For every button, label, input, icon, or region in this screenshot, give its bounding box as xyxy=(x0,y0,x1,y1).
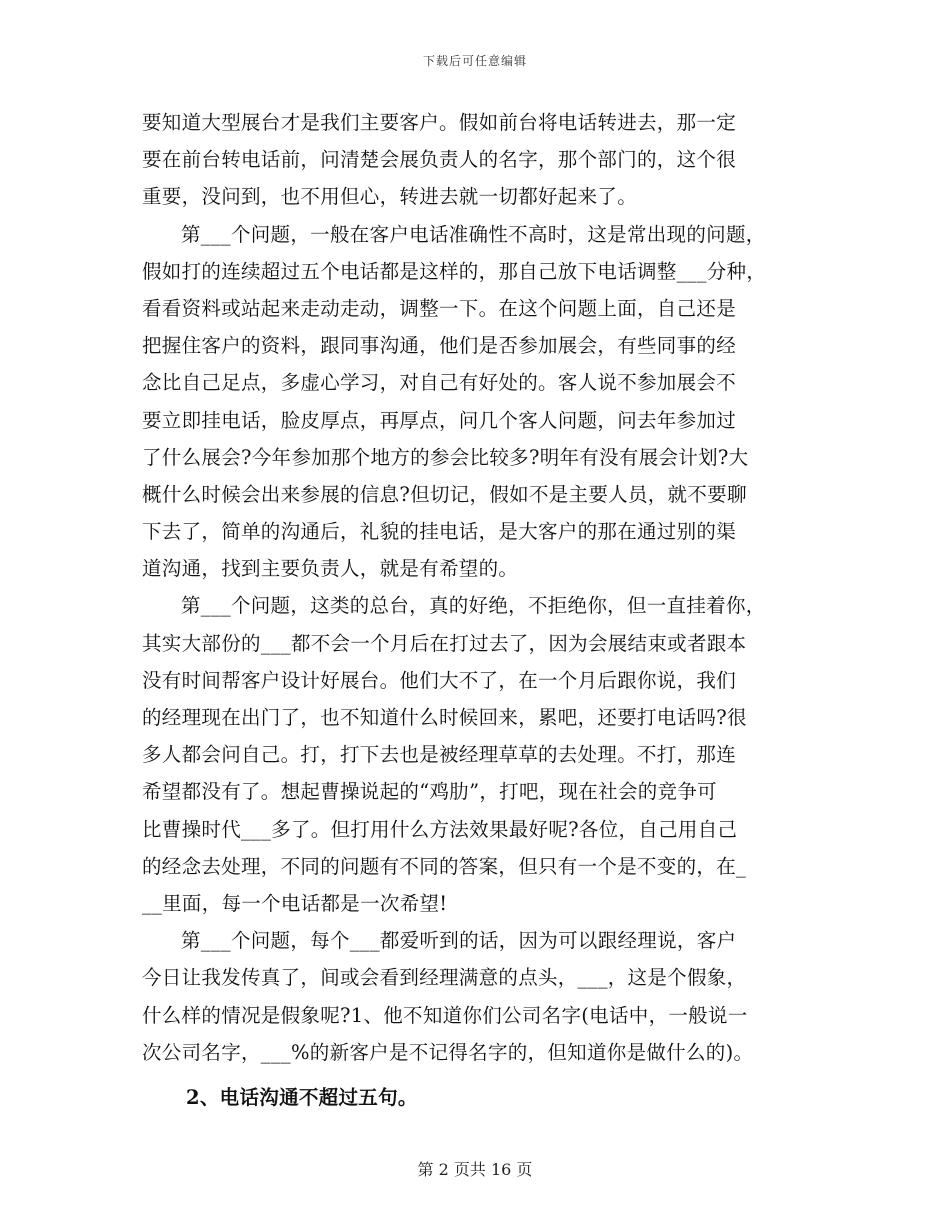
body-line: 概什么时候会出来参展的信息?但切记，假如不是主要人员，就不要聊 xyxy=(142,482,747,506)
body-line: 比曹操时代___多了。但打用什么方法效果最好呢?各位，自己用自己 xyxy=(142,817,738,841)
document-body xyxy=(142,104,822,1116)
body-line: 了什么展会?今年参加那个地方的参会比较多?明年有没有展会计划?大 xyxy=(142,445,749,469)
body-line: 希望都没有了。想起曹操说起的“鸡肋”，打吧，现在社会的竞争可 xyxy=(142,780,717,804)
body-line: 要知道大型展台才是我们主要客户。假如前台将电话转进去，那一定 xyxy=(142,111,737,134)
body-line: 的经念去处理，不同的问题有不同的答案，但只有一个是不变的，在_ xyxy=(142,854,747,878)
body-line: 什么样的情况是假象呢?1、他不知道你们公司名字(电话中，一般说一 xyxy=(142,1003,748,1027)
body-line: 下去了，简单的沟通后，礼貌的挂电话，是大客户的那在通过别的渠 xyxy=(142,520,737,544)
body-line: 的经理现在出门了，也不知道什么时候回来，累吧，还要打电话吗?很 xyxy=(142,706,747,729)
body-line: 要在前台转电话前，问清楚会展负责人的名字，那个部门的，这个很 xyxy=(142,148,737,172)
body-line: 今日让我发传真了，间或会看到经理满意的点头，___，这是个假象， xyxy=(142,966,747,990)
page-header: 下载后可任意编辑 xyxy=(422,54,527,68)
paragraph-start-line: 第___个问题，每个___都爱听到的话，因为可以跟经理说，客户 xyxy=(181,929,737,953)
body-line: 其实大部份的___都不会一个月后在打过去了，因为会展结束或者跟本 xyxy=(142,631,747,655)
body-line: 次公司名字，___%的新客户是不记得名字的，但知道你是做什么的)。 xyxy=(142,1040,754,1064)
body-line: 要立即挂电话，脸皮厚点，再厚点，问几个客人问题，问去年参加过 xyxy=(142,408,737,432)
body-line: 多人都会问自己。打，打下去也是被经理草草的去处理。不打，那连 xyxy=(142,743,737,767)
body-line: 念比自己足点，多虚心学习，对自己有好处的。客人说不参加展会不 xyxy=(142,371,737,395)
page-number-footer: 第 2 页共 16 页 xyxy=(417,1160,533,1179)
paragraph-start-line: 第___个问题，这类的总台，真的好绝，不拒绝你，但一直挂着你， xyxy=(181,594,766,618)
body-line: __里面，每一个电话都是一次希望! xyxy=(142,891,448,915)
paragraph-start-line: 第___个问题，一般在客户电话准确性不高时，这是常出现的问题， xyxy=(181,222,766,246)
section-heading: 2、电话沟通不超过五句。 xyxy=(186,1085,418,1109)
body-line: 重要，没问到，也不用但心，转进去就一切都好起来了。 xyxy=(142,185,638,209)
body-line: 没有时间帮客户设计好展台。他们大不了，在一个月后跟你说，我们 xyxy=(142,668,737,692)
body-line: 看看资料或站起来走动走动，调整一下。在这个问题上面，自己还是 xyxy=(142,296,737,320)
body-line: 道沟通，找到主要负责人，就是有希望的。 xyxy=(142,557,519,581)
body-line: 把握住客户的资料，跟同事沟通，他们是否参加展会，有些同事的经 xyxy=(142,334,737,358)
body-line: 假如打的连续超过五个电话都是这样的，那自己放下电话调整___分种， xyxy=(142,259,767,283)
